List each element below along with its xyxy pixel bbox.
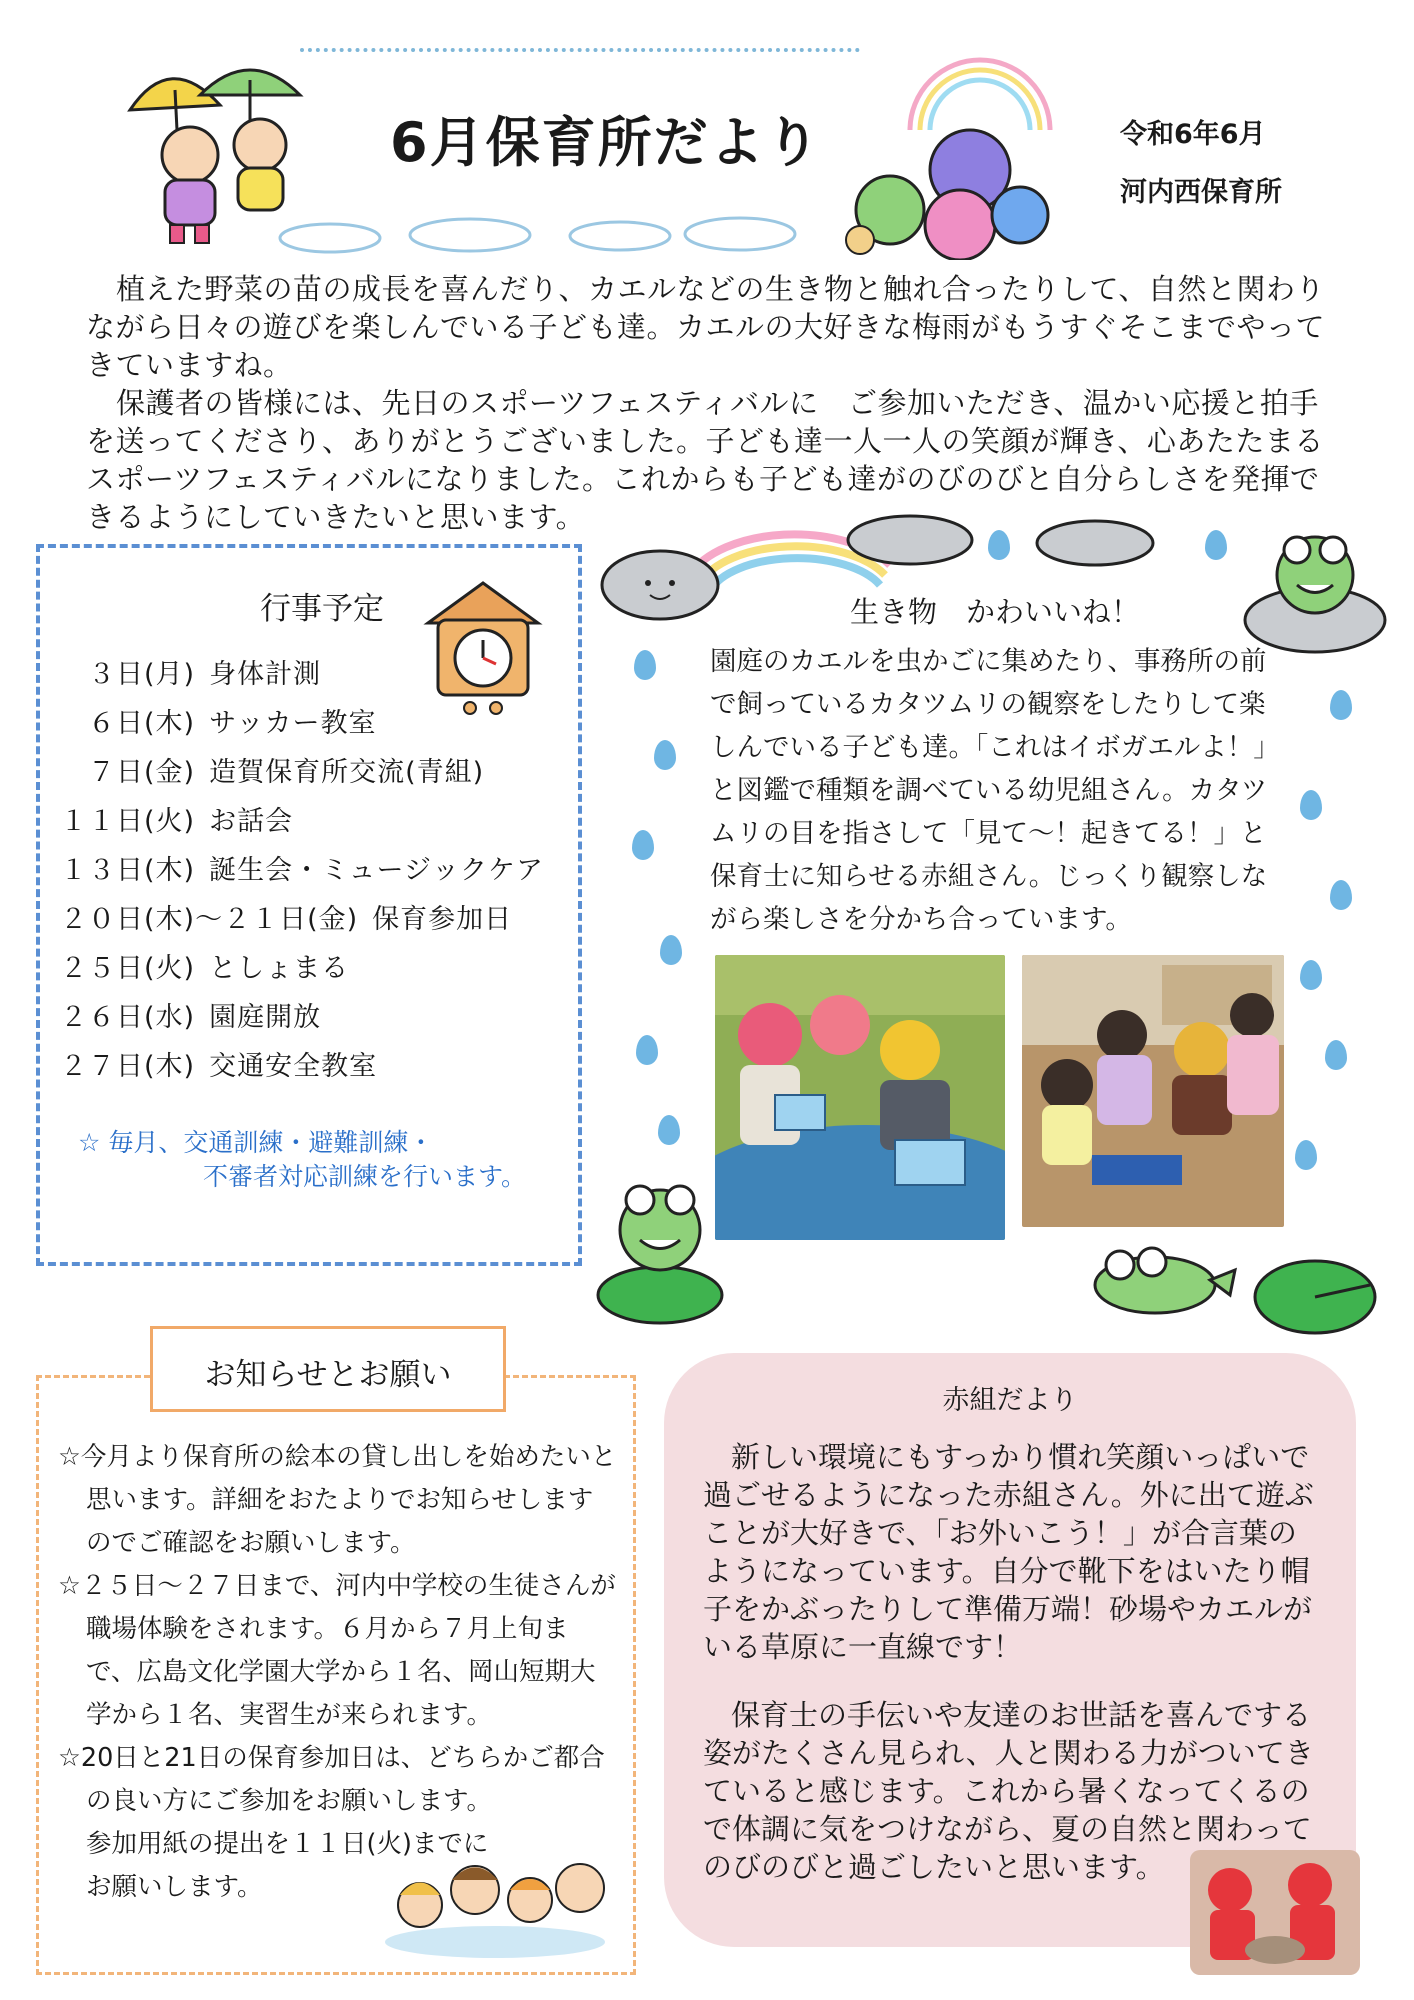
notice-item: ☆20日と21日の保育参加日は、どちらかご都合の良い方にご参加をお願いします。 (58, 1743, 605, 1816)
event-item: １３日(木) 誕生会・ミュージックケア (60, 855, 544, 886)
frog-on-lilypad-illustration (590, 1165, 730, 1325)
event-item: ２０日(木)～２１日(金) 保育参加日 (60, 904, 513, 935)
hydrangea-rainbow-illustration (820, 40, 1070, 260)
intro-paragraph-2: 保護者の皆様には、先日のスポーツフェスティバルに ご参加いただき、温かい応援と拍手を送ってくださり、ありがとうございました。子ども達一人一人の笑顔が輝き、心あたたまるスポーツフェスティバルになりました。これからも子ども達がのびのびと自分らしさを発揮できるようにしていきたいと思います。 (86, 386, 1324, 534)
raindrop-icon (1300, 960, 1322, 990)
event-item: １１日(火) お話会 (60, 806, 294, 837)
raindrop-icon (658, 1115, 680, 1145)
creatures-body: 園庭のカエルを虫かごに集めたり、事務所の前で飼っているカタツムリの観察をしたりして楽しんでいる子ども達。「これはイボガエルよ！」と図鑑で種類を調べている幼児組さん。カタツムリの目を指さして「見て～！起きてる！」と保育士に知らせる赤組さん。じっくり観察しながら楽しさを分かち合っています。 (710, 646, 1280, 935)
raindrop-icon (1300, 790, 1322, 820)
event-item: ６日(木) サッカー教室 (60, 708, 377, 739)
children-with-bear-photo (1022, 955, 1284, 1227)
akagumi-body (703, 1438, 1323, 1916)
intro-paragraph-1: 植えた野菜の苗の成長を喜んだり、カエルなどの生き物と触れ合ったりして、自然と関わりながら日々の遊びを楽しんでいる子ども達。カエルの大好きな梅雨がもうすぐそこまでやってきていますね。 (86, 272, 1326, 382)
raindrop-icon (632, 830, 654, 860)
children-observing-frogs-photo (715, 955, 1005, 1240)
akagumi-title: 赤組だより (942, 1385, 1078, 1416)
intro-text (86, 270, 1348, 536)
raindrop-icon (1325, 1040, 1347, 1070)
raindrop-icon (1295, 1140, 1317, 1170)
frog-on-cloud-illustration (1235, 520, 1390, 660)
akagumi-paragraph-1: 新しい環境にもすっかり慣れ笑顔いっぱいで過ごせるようになった赤組さん。外に出て遊ぶことが大好きで、「お外いこう！」が合言葉のようになっています。自分で靴下をはいたり帽子をかぶったりして準備万端！砂場やカエルがいる草原に一直線です！ (703, 1440, 1314, 1664)
akagumi-children-photo (1190, 1850, 1360, 1975)
notice-item-continued: 参加用紙の提出を１１日(火)までにお願いします。 (86, 1829, 489, 1902)
akagumi-paragraph-2: 保育士の手伝いや友達のお世話を喜んでする姿がたくさん見られ、人と関わる力がついてきていると感じます。これから暑くなってくるので体調に気をつけながら、夏の自然と関わってのびのびと過ごしたいと思います。 (703, 1698, 1314, 1884)
issue-date: 令和6年6月 (1120, 119, 1266, 150)
gray-cloud-icon (840, 508, 980, 568)
event-item: ２７日(木) 交通安全教室 (60, 1051, 378, 1082)
raindrop-icon (988, 530, 1010, 560)
raindrop-icon (636, 1035, 658, 1065)
notice-item: ☆今月より保育所の絵本の貸し出しを始めたいと思います。詳細をおたよりでお知らせしますのでご確認をお願いします。 (58, 1442, 617, 1558)
cloud-row-decoration (270, 210, 810, 260)
lilypad-icon (1250, 1255, 1380, 1340)
raindrop-icon (1330, 690, 1352, 720)
event-item: ２６日(水) 園庭開放 (60, 1002, 322, 1033)
raindrop-icon (660, 935, 682, 965)
event-item: ２５日(火) としょまる (60, 953, 350, 984)
page-title: 6月保育所だより (390, 111, 822, 174)
event-item: ７日(金) 造賀保育所交流(青組) (60, 757, 485, 788)
gray-cloud-icon (1030, 515, 1160, 570)
header-dotted-border (300, 48, 860, 52)
children-drawing-illustration (380, 1850, 610, 1960)
raindrop-icon (1330, 880, 1352, 910)
raindrop-icon (654, 740, 676, 770)
raindrop-icon (634, 650, 656, 680)
events-note: ☆ 毎月、交通訓練・避難訓練・ 不審者対応訓練を行います。 (78, 1128, 527, 1191)
event-item: ３日(月) 身体計測 (60, 659, 322, 690)
raindrop-icon (1205, 530, 1227, 560)
jumping-frog-illustration (1080, 1240, 1240, 1325)
notices-body (58, 1436, 618, 1909)
creatures-title: 生き物 かわいいね！ (850, 595, 1141, 629)
notices-title: お知らせとお願い (204, 1357, 452, 1393)
nursery-name: 河内西保育所 (1120, 177, 1282, 208)
events-title: 行事予定 (260, 591, 384, 627)
notice-item: ☆２５日～２７日まで、河内中学校の生徒さんが職場体験をされます。６月から７月上旬まで、広島文化学園大学から１名、岡山短期大学から１名、実習生が来られます。 (58, 1571, 616, 1730)
clock-house-icon (418, 578, 548, 718)
